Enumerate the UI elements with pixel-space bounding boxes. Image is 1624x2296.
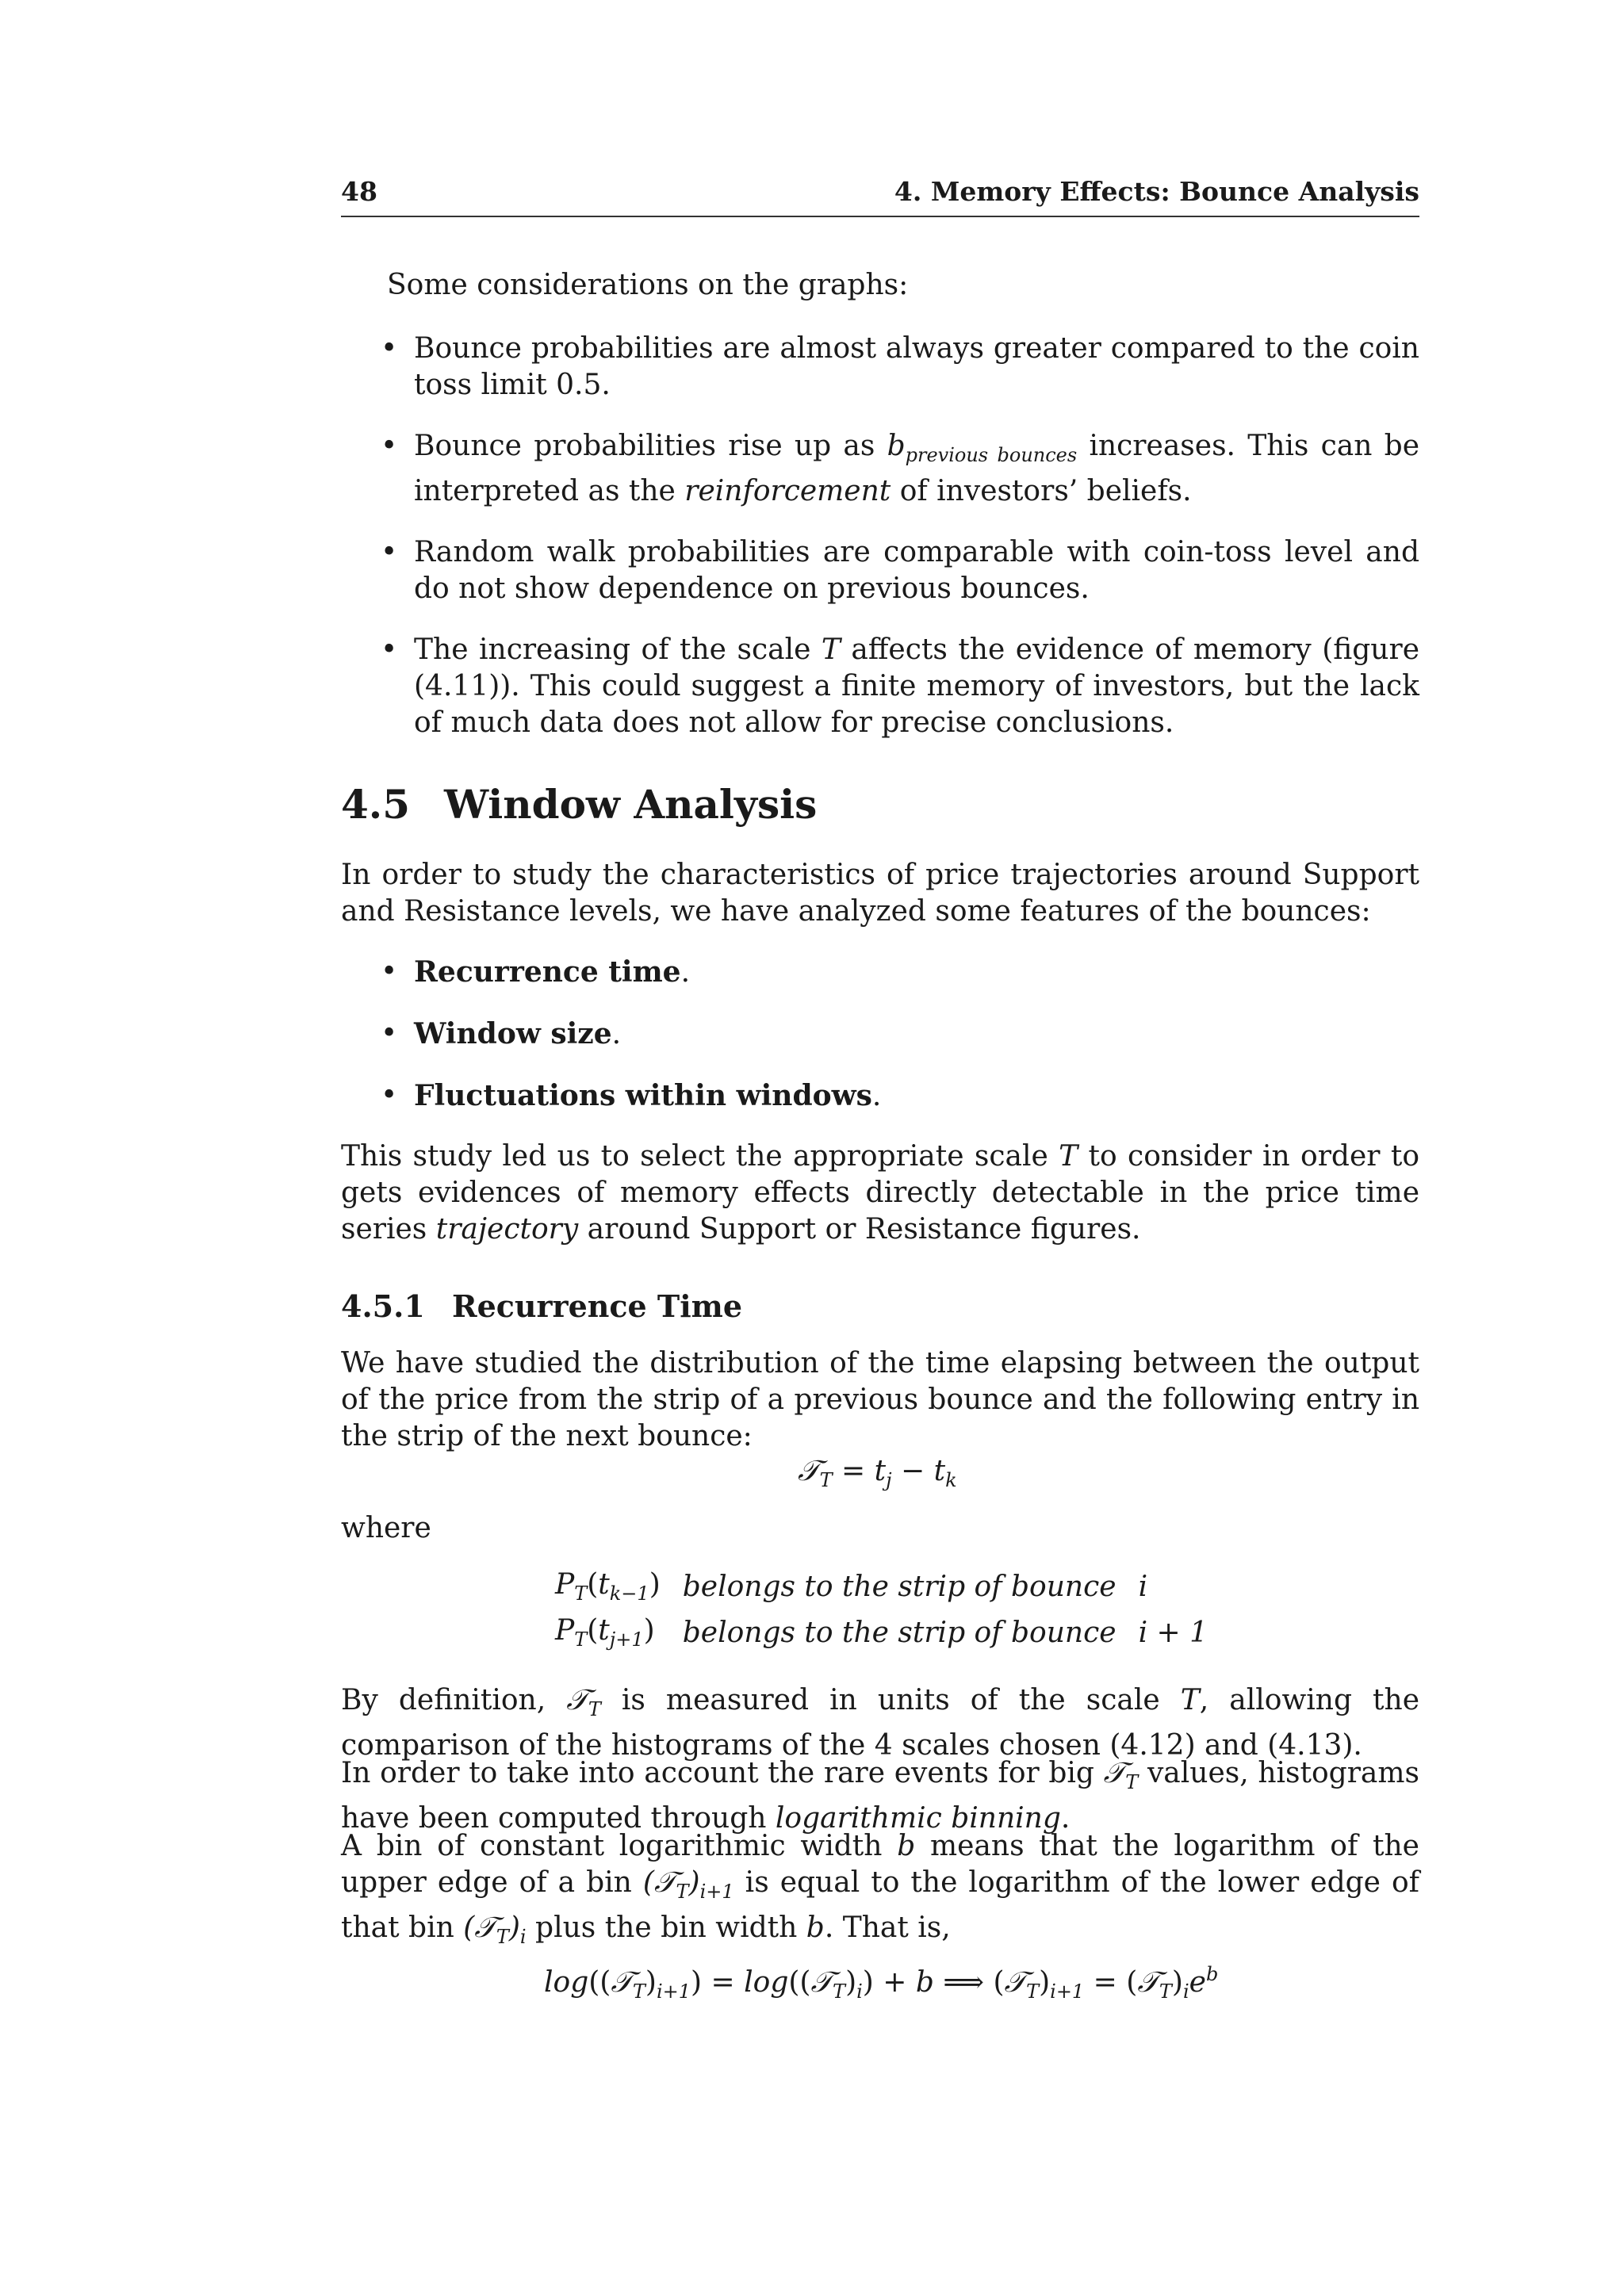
equation: 𝒯$_T$ = $t_j - t_k$ bbox=[798, 1455, 957, 1491]
section-heading: 4.5 Window Analysis bbox=[341, 781, 818, 828]
where-label: where bbox=[341, 1512, 431, 1544]
list-item: • Bounce probabilities are almost always greater compared to the coin toss limit 0.5. bbox=[381, 332, 1419, 401]
bullet-icon: • bbox=[381, 955, 398, 988]
list-item: • Random walk probabilities are comparable with coin-toss level and do not show dependence on previous bounces. bbox=[381, 536, 1419, 605]
bullet-icon: • bbox=[381, 332, 398, 365]
bullet-icon: • bbox=[381, 430, 398, 462]
considerations-list bbox=[381, 331, 1419, 766]
list-item: • Recurrence time. bbox=[381, 955, 691, 989]
list-item: • Fluctuations within windows. bbox=[381, 1079, 882, 1112]
bullet-icon: • bbox=[381, 1017, 398, 1050]
running-header bbox=[341, 176, 1419, 217]
paragraph: In order to take into account the rare events for big 𝒯$_T$ values, histograms have been computed through logarithmic binning. bbox=[341, 1757, 1419, 1835]
section-conclusion: This study led us to select the appropriate scale T to consider in order to gets evidences of memory effects directly detectable in the price time series trajectory around Support or Resistance figures. bbox=[341, 1140, 1419, 1246]
features-list bbox=[381, 954, 1419, 1139]
table-row: $P_T(t_{j+1})$ belongs to the strip of bounce i + 1 bbox=[555, 1614, 1208, 1651]
section-intro: In order to study the characteristics of price trajectories around Support and Resistance levels, we have analyzed some features of the bounces: bbox=[341, 859, 1419, 928]
table-row: $P_T(t_{k-1})$ belongs to the strip of bounce i bbox=[555, 1568, 1148, 1605]
subsection-heading: 4.5.1 Recurrence Time bbox=[341, 1288, 743, 1324]
list-item: • Bounce probabilities rise up as $b_{previous bounces}$ increases. This can be interpreted as the reinforcement of investors’ beliefs. bbox=[381, 430, 1420, 507]
conditions-table bbox=[555, 1566, 1230, 1658]
bullet-icon: • bbox=[381, 536, 398, 568]
paragraph: We have studied the distribution of the time elapsing between the output of the price from the strip of a previous bounce and the following entry in the strip of the next bounce: bbox=[341, 1347, 1419, 1452]
bullet-icon: • bbox=[381, 633, 398, 666]
list-item: • The increasing of the scale T affects the evidence of memory (figure (4.11)). This could suggest a finite memory of investors, but the lack of much data does not allow for precise conclusions. bbox=[381, 633, 1419, 739]
bullet-icon: • bbox=[381, 1079, 398, 1112]
chapter-title: 4. Memory Effects: Bounce Analysis bbox=[894, 176, 1419, 207]
paragraph: By definition, 𝒯$_T$ is measured in units of the scale T, allowing the comparison of the histograms of the 4 scales chosen (4.12) and (4.13). bbox=[341, 1684, 1420, 1762]
equation: $\log((𝒯_T)_{i+1})$ = $\log((𝒯_T)_i) + b$ ⟹ $(𝒯_T)_{i+1}$ = $(𝒯_T)_ie^b$ bbox=[544, 1963, 1219, 2003]
considerations-intro: Some considerations on the graphs: bbox=[387, 269, 909, 301]
list-item: • Window size. bbox=[381, 1017, 622, 1050]
page-number: 48 bbox=[341, 176, 377, 207]
paragraph: A bin of constant logarithmic width b means that the logarithm of the upper edge of a bin $(𝒯_T)_{i+1}$ is equal to the logarithm of the lower edge of that bin $(𝒯_T)_i$ plus the bin width b. That is, bbox=[341, 1830, 1419, 1948]
